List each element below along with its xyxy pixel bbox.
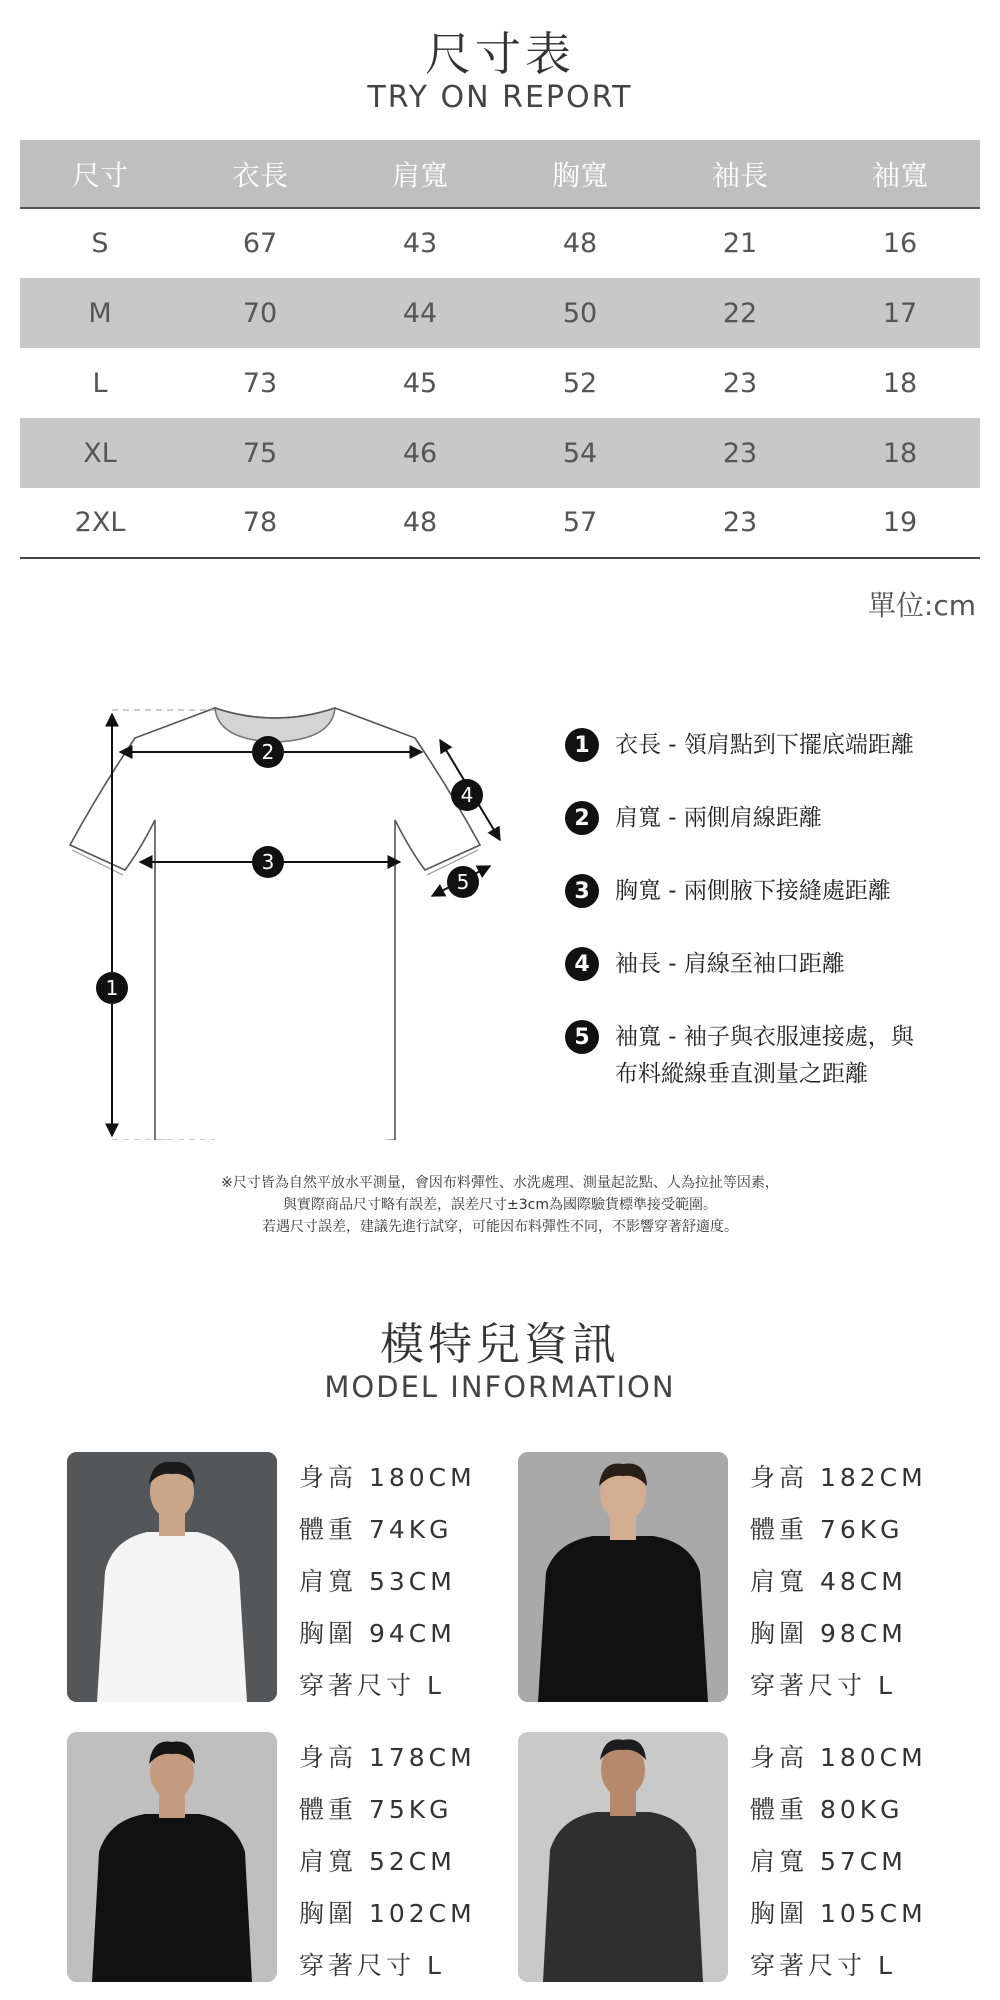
sleeve-hem — [72, 850, 123, 875]
legend-item — [565, 1020, 985, 1094]
model-section-subtitle: MODEL INFORMATION — [324, 1370, 676, 1404]
table-cell: 23 — [722, 367, 758, 399]
table-cell: 18 — [882, 437, 918, 469]
table-row — [20, 488, 980, 558]
model-weight: 體重 76KG — [750, 1515, 904, 1544]
marker-1 — [96, 972, 128, 1004]
model-card — [518, 1732, 973, 1982]
table-cell: 45 — [402, 367, 438, 399]
table-cell: 57 — [500, 488, 660, 558]
model-figure — [67, 1452, 277, 1702]
legend-number: 1 — [565, 728, 599, 762]
legend-item — [565, 801, 985, 838]
table-row — [20, 208, 980, 278]
legend-text: 胸寬 - 兩側腋下接縫處距離 — [615, 878, 891, 904]
table-cell: 67 — [242, 228, 278, 259]
header-shoulder: 肩寬 — [340, 140, 500, 208]
model-chest: 胸圍 94CM — [299, 1619, 456, 1648]
model-height: 身高 180CM — [750, 1743, 927, 1772]
model-photo — [67, 1732, 277, 1982]
marker-2 — [252, 736, 284, 768]
table-cell: 70 — [242, 297, 278, 329]
model-photo — [67, 1452, 277, 1702]
size-table-header — [20, 140, 980, 208]
legend-number: 4 — [565, 947, 599, 981]
marker-1-label: 1 — [105, 976, 119, 1000]
size-table — [20, 140, 980, 559]
model-info — [299, 1452, 476, 1712]
model-figure — [67, 1732, 277, 1982]
table-cell: 48 — [562, 228, 598, 259]
table-cell: 23 — [722, 437, 758, 469]
table-cell: 48 — [340, 488, 500, 558]
table-row — [20, 278, 980, 348]
table-row — [20, 348, 980, 418]
legend-text: 袖長 - 肩線至袖口距離 — [615, 951, 845, 977]
tshirt-diagram-svg — [50, 700, 510, 1140]
table-cell: 44 — [402, 297, 438, 329]
table-cell: 52 — [562, 367, 598, 399]
model-height: 身高 178CM — [299, 1743, 476, 1772]
tshirt-diagram — [50, 700, 510, 1140]
legend-text: 衣長 - 領肩點到下擺底端距離 — [615, 732, 914, 758]
model-card — [518, 1452, 973, 1702]
model-size: 穿著尺寸 L — [750, 1951, 896, 1980]
table-cell: 54 — [562, 437, 598, 469]
legend-number: 2 — [565, 801, 599, 835]
table-cell: 18 — [882, 367, 918, 399]
measurement-legend — [565, 728, 985, 1130]
note-line: ※尺寸皆為自然平放水平測量，會因布料彈性、水洗處理、測量起訖點、人為拉扯等因素， — [221, 1175, 779, 1191]
legend-number: 5 — [565, 1020, 599, 1054]
model-figure — [518, 1732, 728, 1982]
table-cell: S — [91, 228, 109, 259]
model-shoulder: 肩寬 48CM — [750, 1567, 907, 1596]
table-cell: 75 — [242, 437, 278, 469]
model-chest: 胸圍 98CM — [750, 1619, 907, 1648]
table-cell: 50 — [562, 297, 598, 329]
table-cell: 17 — [882, 297, 918, 329]
marker-4-label: 4 — [460, 783, 474, 807]
model-section-title: 模特兒資訊 — [380, 1319, 620, 1370]
model-height: 身高 182CM — [750, 1463, 927, 1492]
shirt-outline — [70, 708, 480, 1140]
legend-number: 3 — [565, 874, 599, 908]
model-weight: 體重 80KG — [750, 1795, 904, 1824]
model-weight: 體重 75KG — [299, 1795, 453, 1824]
model-shirt — [92, 1814, 252, 1982]
model-card — [67, 1452, 522, 1702]
model-size: 穿著尺寸 L — [750, 1671, 896, 1700]
model-chest: 胸圍 102CM — [299, 1899, 476, 1928]
table-cell: M — [88, 297, 112, 329]
table-cell: 21 — [722, 228, 758, 259]
page-title: 尺寸表 — [425, 27, 575, 81]
table-cell: L — [92, 367, 108, 399]
table-cell: 23 — [660, 488, 820, 558]
header-sleeve-length: 袖長 — [660, 140, 820, 208]
model-size: 穿著尺寸 L — [299, 1671, 445, 1700]
marker-2-label: 2 — [261, 740, 275, 764]
model-shirt — [97, 1532, 247, 1702]
note-line: 與實際商品尺寸略有誤差，誤差尺寸±3cm為國際驗貨標準接受範圍。 — [283, 1197, 717, 1213]
header-chest: 胸寬 — [500, 140, 660, 208]
table-cell: 46 — [402, 437, 438, 469]
model-info — [750, 1732, 927, 1992]
table-cell: 22 — [722, 297, 758, 329]
table-cell: 78 — [180, 488, 340, 558]
page-subtitle: TRY ON REPORT — [367, 80, 633, 115]
table-cell: 19 — [820, 488, 980, 558]
model-figure — [518, 1452, 728, 1702]
legend-item — [565, 874, 985, 911]
marker-3-label: 3 — [261, 850, 275, 874]
measurement-note — [0, 1172, 1000, 1238]
model-card — [67, 1732, 522, 1982]
legend-text: 布料縱線垂直測量之距離 — [615, 1061, 868, 1087]
unit-label: 單位:cm — [867, 589, 976, 622]
marker-5 — [447, 866, 479, 898]
model-shoulder: 肩寬 52CM — [299, 1847, 456, 1876]
table-row — [20, 418, 980, 488]
header-sleeve-width: 袖寬 — [820, 140, 980, 208]
model-weight: 體重 74KG — [299, 1515, 453, 1544]
model-size: 穿著尺寸 L — [299, 1951, 445, 1980]
marker-4 — [451, 779, 483, 811]
table-cell: 43 — [402, 228, 438, 259]
model-height: 身高 180CM — [299, 1463, 476, 1492]
header-size: 尺寸 — [20, 140, 180, 208]
legend-item — [565, 728, 985, 765]
model-shirt — [538, 1536, 708, 1702]
header-length: 衣長 — [180, 140, 340, 208]
model-info — [299, 1732, 476, 1992]
model-photo — [518, 1732, 728, 1982]
legend-item — [565, 947, 985, 984]
legend-text: 肩寬 - 兩側肩線距離 — [615, 805, 822, 831]
legend-text-block — [615, 1020, 914, 1094]
table-cell: 73 — [242, 367, 278, 399]
model-photo — [518, 1452, 728, 1702]
table-cell: XL — [83, 437, 117, 469]
model-info — [750, 1452, 927, 1712]
table-cell: 16 — [882, 228, 918, 259]
marker-5-label: 5 — [456, 870, 470, 894]
legend-text: 袖寬 - 袖子與衣服連接處，與 — [615, 1024, 914, 1050]
model-shirt — [543, 1812, 703, 1982]
note-line: 若遇尺寸誤差，建議先進行試穿，可能因布料彈性不同，不影響穿著舒適度。 — [262, 1219, 738, 1235]
model-shoulder: 肩寬 57CM — [750, 1847, 907, 1876]
model-shoulder: 肩寬 53CM — [299, 1567, 456, 1596]
model-chest: 胸圍 105CM — [750, 1899, 927, 1928]
marker-3 — [252, 846, 284, 878]
table-cell: 2XL — [20, 488, 180, 558]
